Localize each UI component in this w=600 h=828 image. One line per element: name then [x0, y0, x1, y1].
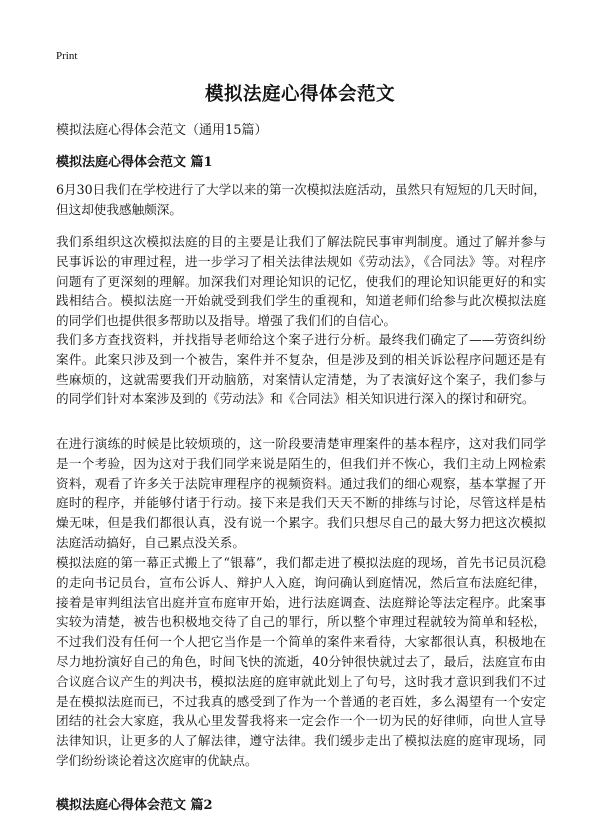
paragraph-1: 6月30日我们在学校进行了大学以来的第一次模拟法庭活动，虽然只有短短的几天时间，但这却使我感触颇深。: [56, 182, 547, 217]
print-link[interactable]: Print: [56, 50, 78, 62]
document-title: 模拟法庭心得体会范文: [204, 84, 395, 105]
section-heading-2: 模拟法庭心得体会范文 篇2: [56, 798, 213, 813]
paragraph-3: 我们多方查找资料，并找指导老师给这个案子进行分析。最终我们确定了——劳资纠纷案件。此案只涉及到一个被告，案件并不复杂，但是涉及到的相关诉讼程序问题还是有些麻烦的，这就需要我们开动脑筋，对案情认定清楚，为了表演好这个案子，我们参与的同学们针对本案涉及到的《劳动法》和《合同法》相关知识进行深入的探讨和研究。: [56, 332, 546, 407]
paragraph-5: 模拟法庭的第一幕正式搬上了“银幕”，我们都走进了模拟法庭的现场，首先书记员沉稳的走向书记员台，宣布公诉人、辩护人入庭，询问确认到庭情况，然后宣布法庭纪律，接着是审判组法官出庭并宣布庭审开始，进行法庭调查、法庭辩论等法定程序。此案事实较为清楚，被告也积极地交待了自己的罪行，所以整个审理过程就较为简单和轻松，不过我们没有任何一个人把它当作是一个简单的案件来看待，大家都很认真，积极地在尽力地扮演好自己的角色，时间飞快的流逝，40分钟很快就过去了，最后，法庭宣布由合议庭合议产生的判决书，模拟法庭的庭审就此划上了句号，这时我才意识到我们不过是在模拟法庭而已，不过我真的感受到了作为一个普通的老百姓，多么渴望有一个安定团结的社会大家庭，我从心里发誓我将来一定会作一个一切为民的好律师，向世人宣导法律知识，让更多的人了解法律，遵守法律。我们缓步走出了模拟法庭的庭审现场，同学们纷纷谈论着这次庭审的优缺点。: [56, 555, 546, 768]
paragraph-4: 在进行演练的时候是比较烦琐的，这一阶段要清楚审理案件的基本程序，这对我们同学是一个考验，因为这对于我们同学来说是陌生的，但我们并不恢心，我们主动上网检索资料，观看了许多关于法院审理程序的视频资料。通过我们的细心观察，基本掌握了开庭时的程序，并能够付诸于行动。接下来是我们天天不断的排练与讨论，尽管这样是枯燥无味，但是我们都很认真，没有说一个累字。我们只想尽自己的最大努力把这次模拟法庭活动搞好，自己累点没关系。: [56, 436, 546, 550]
paragraph-2: 我们系组织这次模拟法庭的目的主要是让我们了解法院民事审判制度。通过了解并参与民事诉讼的审理过程，进一步学习了相关法律法规如《劳动法》，《合同法》等。对程序问题有了更深刻的理解。加深我们对理论知识的记忆，使我们的理论知识能更好的和实践相结合。模拟法庭一开始就受到我们学生的重视和，知道老师们给参与此次模拟法庭的同学们也提供很多帮助以及指导。增强了我们们的自信心。: [56, 234, 546, 329]
section-heading-1: 模拟法庭心得体会范文 篇1: [56, 155, 213, 170]
document-subtitle: 模拟法庭心得体会范文（通用15篇）: [56, 123, 268, 138]
